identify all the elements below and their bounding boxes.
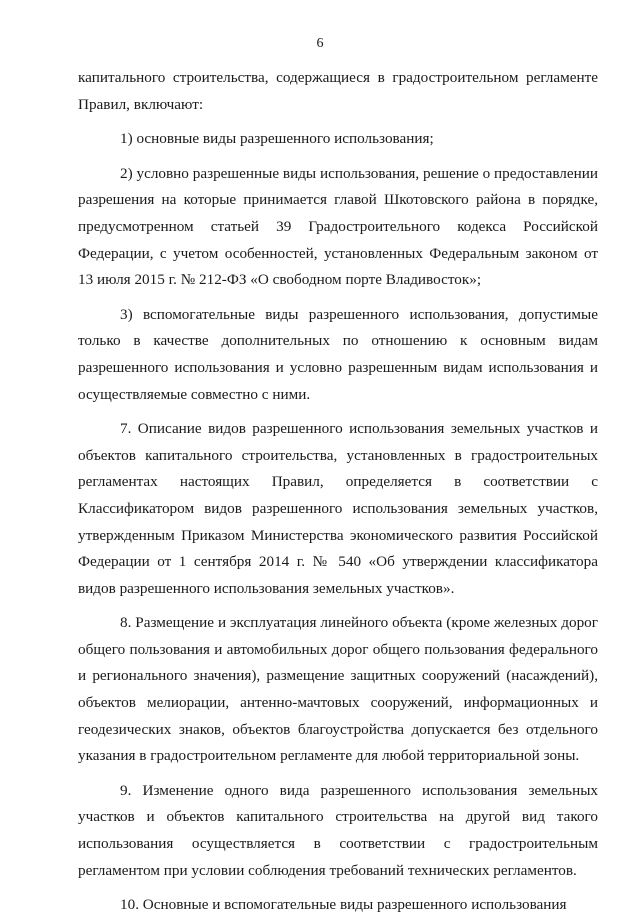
page-number: 6 xyxy=(316,36,324,51)
paragraph-clause-10: 10. Основные и вспомогательные виды разрешенного использования xyxy=(120,896,567,914)
paragraph-continuation: капитального строительства, содержащиеся в градостроительном регламенте Правил, включают: xyxy=(78,69,598,113)
document-body xyxy=(78,65,598,919)
paragraph-clause-7: 7. Описание видов разрешенного использования земельных участков и объектов капитального строительства, установленных в градостроительных регламентах настоящих Правил, определяется в соответствии с Классификатором видов разрешенного использования земельных участков, утвержденным Приказом Министерства экономического развития Российской Федерации от 1 сентября 2014 г. № 540 «Об утверждении классификатора видов разрешенного использования земельных участков». xyxy=(78,420,598,597)
paragraph-clause-9: 9. Изменение одного вида разрешенного использования земельных участков и объектов капитального строительства на другой вид такого использования осуществляется в соответствии с градостроительным регламентом при условии соблюдения требований технических регламентов. xyxy=(78,781,598,879)
paragraph-item-3: 3) вспомогательные виды разрешенного использования, допустимые только в качестве дополнительных по отношению к основным видам разрешенного использования и условно разрешенным видам использования и осуществляемые совместно с ними. xyxy=(78,305,598,403)
paragraph-item-2: 2) условно разрешенные виды использования, решение о предоставлении разрешения на которые принимается главой Шкотовского района в порядке, предусмотренном статьей 39 Градостроительного кодекса Российской Федерации, с учетом особенностей, установленных Федеральным законом от 13 июля 2015 г. № 212-ФЗ «О свободном порте Владивосток»; xyxy=(78,164,598,289)
paragraph-item-1: 1) основные виды разрешенного использования; xyxy=(120,130,434,148)
paragraph-clause-8: 8. Размещение и эксплуатация линейного объекта (кроме железных дорог общего пользования и автомобильных дорог общего пользования федерального и регионального значения), размещение защитных сооружений (насаждений), объектов мелиорации, антенно-мачтовых сооружений, информационных и геодезических знаков, объектов благоустройства допускается без отдельного указания в градостроительном регламенте для любой территориальной зоны. xyxy=(78,614,598,765)
